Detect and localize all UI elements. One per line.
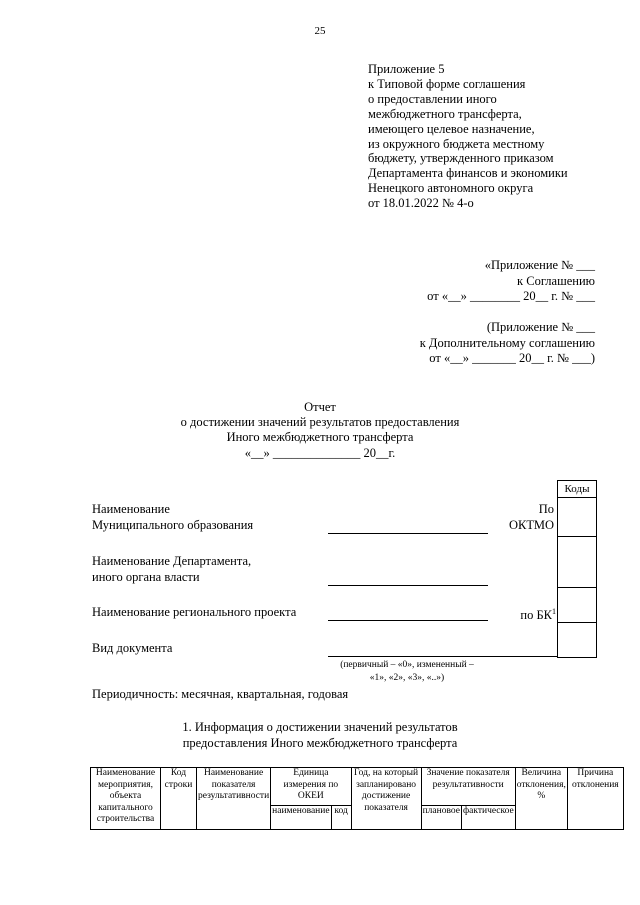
section-title-line: предоставления Иного межбюджетного трансферта <box>182 735 458 750</box>
document-type-input-line[interactable] <box>328 656 557 657</box>
section-title-line: 1. Информация о достижении значений результатов <box>182 720 458 734</box>
department-label <box>92 553 251 585</box>
report-title-line: о достижении значений результатов предоставления <box>180 415 460 430</box>
regional-project-label-line: Наименование регионального проекта <box>92 605 297 619</box>
document-type-label-line: Вид документа <box>92 641 173 655</box>
header-planned: плановое <box>421 806 461 830</box>
department-input-line[interactable] <box>328 585 488 586</box>
appendix-line: к Типовой форме соглашения <box>368 76 526 91</box>
header-name: Наименование мероприятия, объекта капитального строительства <box>91 768 161 830</box>
appendix-line: имеющего целевое назначение, <box>368 121 535 136</box>
header-result-indicator: Наименование показателя результативности <box>197 768 271 830</box>
section-1-title <box>0 720 640 751</box>
oktmo-label <box>500 501 554 533</box>
codes-table <box>557 480 597 658</box>
agreement-reference <box>427 258 595 305</box>
hint-line: «1», «2», «3», «..») <box>369 673 445 683</box>
header-line-code: Код строки <box>161 768 197 830</box>
codes-header: Коды <box>558 481 597 498</box>
supplementary-ref-line: от «__» _______ 20__ г. № ___) <box>429 351 595 365</box>
bk-footnote-mark: 1 <box>552 607 556 616</box>
page-number: 25 <box>314 25 326 37</box>
agreement-ref-line: «Приложение № ___ <box>484 258 595 272</box>
appendix-header <box>368 62 568 211</box>
oktmo-label-top: По <box>538 502 554 516</box>
results-table <box>90 767 624 830</box>
municipality-label <box>92 501 253 533</box>
document-type-hint <box>327 659 487 685</box>
report-title-line: Иного межбюджетного трансферта <box>226 430 414 445</box>
municipality-input-line[interactable] <box>328 533 488 534</box>
header-deviation: Величина отклонения, % <box>515 768 567 830</box>
appendix-line: Департамента финансов и экономики <box>368 166 568 181</box>
periodicity-text: Периодичность: месячная, квартальная, годовая <box>92 687 349 701</box>
report-title-line: Отчет <box>304 400 336 414</box>
appendix-line: Ненецкого автономного округа <box>368 181 534 196</box>
appendix-line: от 18.01.2022 № 4-о <box>368 196 474 211</box>
department-label-line: иного органа власти <box>92 570 200 584</box>
report-title-line: «__» ______________ 20__г. <box>244 445 396 460</box>
municipality-label-line: Наименование <box>92 502 170 516</box>
appendix-line: о предоставлении иного <box>368 91 497 106</box>
department-code-cell <box>558 537 597 588</box>
supplementary-ref-line: (Приложение № ___ <box>486 320 595 334</box>
header-unit-code: код <box>331 806 351 830</box>
header-reason: Причина отклонения <box>567 768 623 830</box>
header-year: Год, на который запланировано достижение показателя <box>351 768 421 830</box>
header-unit-name: наименование <box>271 806 331 830</box>
header-actual: фактическое <box>461 806 515 830</box>
oktmo-code-cell <box>558 498 597 537</box>
supplementary-agreement-reference <box>420 320 595 367</box>
oktmo-label-bottom: ОКТМО <box>509 518 554 532</box>
document-type-code-cell <box>558 623 597 658</box>
bk-code-cell <box>558 588 597 623</box>
regional-project-label <box>92 604 296 620</box>
appendix-line: из окружного бюджета местному <box>368 136 545 151</box>
bk-label <box>500 604 556 623</box>
agreement-ref-line: к Соглашению <box>517 273 595 288</box>
appendix-line: межбюджетного трансферта, <box>368 106 522 121</box>
header-value: Значение показателя результативности <box>421 768 515 806</box>
appendix-line: бюджету, утвержденного приказом <box>368 151 554 166</box>
bk-label-text: по БК <box>520 608 552 623</box>
header-unit: Единица измерения по ОКЕИ <box>271 768 351 806</box>
supplementary-ref-line: к Дополнительному соглашению <box>419 335 595 350</box>
municipality-label-line: Муниципального образования <box>92 518 254 532</box>
department-label-line: Наименование Департамента, <box>92 554 252 568</box>
agreement-ref-line: от «__» ________ 20__ г. № ___ <box>427 289 595 303</box>
report-title <box>0 400 640 461</box>
hint-line: (первичный – «0», измененный – <box>340 660 474 670</box>
document-type-label <box>92 640 172 656</box>
appendix-line: Приложение 5 <box>368 62 445 76</box>
regional-project-input-line[interactable] <box>328 620 488 621</box>
